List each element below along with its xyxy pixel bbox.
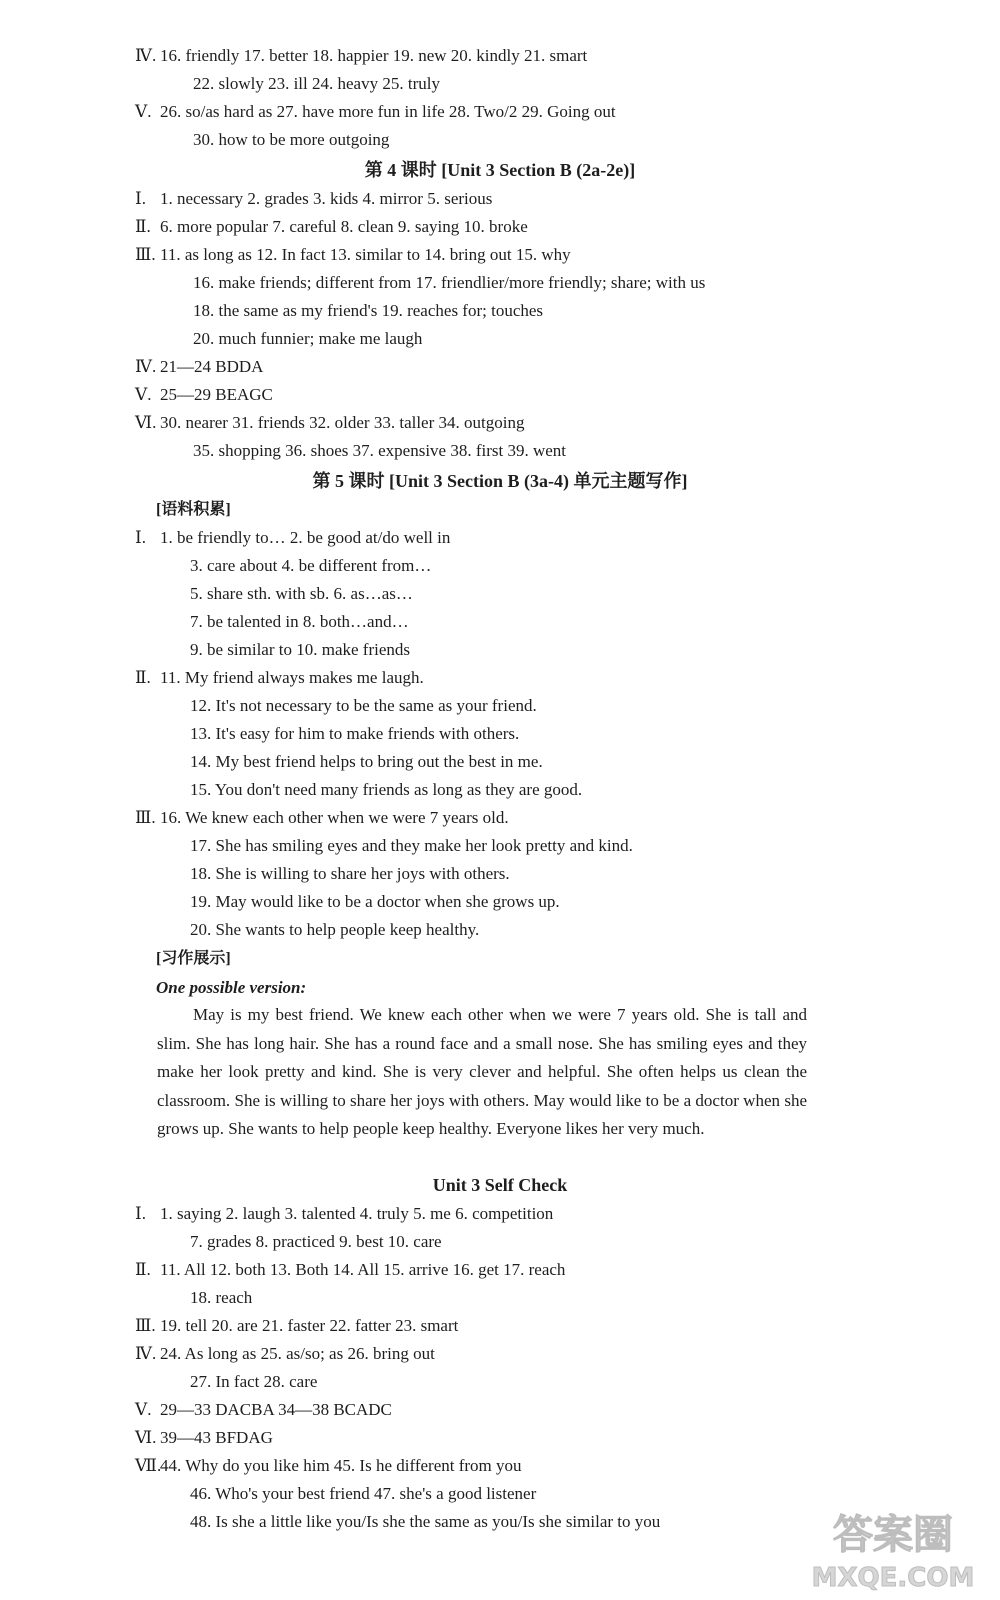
answer-text: 11. as long as 12. In fact 13. similar to 14. bring out 15. why bbox=[160, 245, 571, 264]
answer-line bbox=[190, 1285, 850, 1311]
answer-line bbox=[135, 525, 850, 551]
answer-line bbox=[190, 581, 850, 607]
answer-line bbox=[193, 438, 850, 464]
watermark-text-cn: 答案圈 bbox=[833, 1512, 953, 1558]
roman-numeral: Ⅴ. bbox=[135, 385, 152, 404]
answer-text: 9. be similar to 10. make friends bbox=[190, 640, 411, 659]
answer-line bbox=[135, 665, 850, 691]
answer-text: 13. It's easy for him to make friends with others. bbox=[190, 724, 520, 743]
answer-text: 24. As long as 25. as/so; as 26. bring out bbox=[160, 1344, 435, 1363]
answer-text: 26. so/as hard as 27. have more fun in life 28. Two/2 29. Going out bbox=[160, 102, 616, 121]
version-label: One possible version: bbox=[156, 978, 307, 997]
answer-text: 20. She wants to help people keep healthy. bbox=[190, 920, 480, 939]
roman-numeral: Ⅰ. bbox=[135, 1204, 146, 1223]
roman-numeral: Ⅲ. bbox=[135, 808, 156, 827]
roman-numeral: Ⅲ. bbox=[135, 245, 156, 264]
answer-line bbox=[135, 1313, 850, 1339]
corpus-tag: [语料积累] bbox=[156, 501, 231, 518]
answer-text: 19. May would like to be a doctor when she grows up. bbox=[190, 892, 560, 911]
roman-numeral: Ⅵ. bbox=[135, 1428, 157, 1447]
answer-text: 29—33 DACBA 34—38 BCADC bbox=[160, 1400, 392, 1419]
answer-text: 48. Is she a little like you/Is she the same as you/Is she similar to you bbox=[190, 1512, 661, 1531]
answer-line bbox=[190, 1229, 850, 1255]
writing-tag: [习作展示] bbox=[156, 950, 231, 967]
sample-essay bbox=[157, 1001, 807, 1144]
answer-text: 7. be talented in 8. both…and… bbox=[190, 612, 409, 631]
roman-numeral: Ⅲ. bbox=[135, 1316, 156, 1335]
answer-text: 16. make friends; different from 17. friendlier/more friendly; share; with us bbox=[193, 273, 706, 292]
answer-text: 22. slowly 23. ill 24. heavy 25. truly bbox=[193, 74, 440, 93]
answer-line bbox=[135, 1201, 850, 1227]
answer-text: 18. reach bbox=[190, 1288, 253, 1307]
answer-text: 1. necessary 2. grades 3. kids 4. mirror 5. serious bbox=[160, 189, 493, 208]
answer-line bbox=[193, 326, 850, 352]
answer-text: 35. shopping 36. shoes 37. expensive 38. first 39. went bbox=[193, 441, 567, 460]
answer-line bbox=[135, 186, 850, 212]
answer-text: 19. tell 20. are 21. faster 22. fatter 23. smart bbox=[160, 1316, 459, 1335]
answer-text: 46. Who's your best friend 47. she's a good listener bbox=[190, 1484, 537, 1503]
answer-text: 16. friendly 17. better 18. happier 19. new 20. kindly 21. smart bbox=[160, 46, 588, 65]
answer-text: 5. share sth. with sb. 6. as…as… bbox=[190, 584, 413, 603]
answer-text: 16. We knew each other when we were 7 years old. bbox=[160, 808, 509, 827]
answer-text: 14. My best friend helps to bring out the best in me. bbox=[190, 752, 543, 771]
answer-line bbox=[135, 1453, 850, 1479]
answer-text: 30. how to be more outgoing bbox=[193, 130, 390, 149]
roman-numeral: Ⅱ. bbox=[135, 217, 151, 236]
answer-text: 25—29 BEAGC bbox=[160, 385, 273, 404]
answer-line bbox=[193, 71, 850, 97]
roman-numeral: Ⅱ. bbox=[135, 1260, 151, 1279]
answer-text: 12. It's not necessary to be the same as your friend. bbox=[190, 696, 537, 715]
answer-line bbox=[190, 553, 850, 579]
answer-line bbox=[193, 127, 850, 153]
watermark-logo bbox=[808, 1500, 978, 1595]
essay-text: May is my best friend. We knew each other when we were 7 years old. She is tall and slim. She has long hair. She has a round face and a small nose. She has smiling eyes and they make her look pretty and kind. She is very clever and helpful. She often helps us clean the classroom. She is willing to share her joys with others. May would like to be a doctor when she grows up. She wants to help people keep healthy. Everyone likes her very much. bbox=[157, 1005, 807, 1138]
answer-line bbox=[190, 917, 850, 943]
answer-text: 1. saying 2. laugh 3. talented 4. truly 5. me 6. competition bbox=[160, 1204, 554, 1223]
answer-text: 6. more popular 7. careful 8. clean 9. saying 10. broke bbox=[160, 217, 528, 236]
answer-line bbox=[135, 1341, 850, 1367]
answer-text: 1. be friendly to… 2. be good at/do well in bbox=[160, 528, 451, 547]
answer-line bbox=[190, 637, 850, 663]
answer-line bbox=[135, 214, 850, 240]
roman-numeral: Ⅰ. bbox=[135, 528, 146, 547]
answer-text: 7. grades 8. practiced 9. best 10. care bbox=[190, 1232, 442, 1251]
answer-line bbox=[193, 298, 850, 324]
answer-text: 30. nearer 31. friends 32. older 33. taller 34. outgoing bbox=[160, 413, 525, 432]
answer-line bbox=[193, 270, 850, 296]
self-check-title: Unit 3 Self Check bbox=[432, 1175, 568, 1195]
answer-line bbox=[135, 410, 850, 436]
answer-line bbox=[135, 382, 850, 408]
answer-line bbox=[190, 1481, 850, 1507]
roman-numeral: Ⅳ. bbox=[135, 46, 157, 65]
answer-line bbox=[135, 805, 850, 831]
answer-text: 44. Why do you like him 45. Is he different from you bbox=[160, 1456, 522, 1475]
answer-text: 11. My friend always makes me laugh. bbox=[160, 668, 424, 687]
answer-line bbox=[190, 889, 850, 915]
answer-text: 20. much funnier; make me laugh bbox=[193, 329, 423, 348]
answer-line bbox=[135, 1257, 850, 1283]
roman-numeral: Ⅴ. bbox=[135, 1400, 152, 1419]
roman-numeral: Ⅳ. bbox=[135, 1344, 157, 1363]
answer-text: 3. care about 4. be different from… bbox=[190, 556, 432, 575]
answer-text: 21—24 BDDA bbox=[160, 357, 264, 376]
answer-line bbox=[190, 861, 850, 887]
answer-text: 18. She is willing to share her joys with others. bbox=[190, 864, 510, 883]
roman-numeral: Ⅴ. bbox=[135, 102, 152, 121]
roman-numeral: Ⅰ. bbox=[135, 189, 146, 208]
answer-text: 18. the same as my friend's 19. reaches for; touches bbox=[193, 301, 544, 320]
answer-text: 15. You don't need many friends as long as they are good. bbox=[190, 780, 583, 799]
answer-text: 27. In fact 28. care bbox=[190, 1372, 318, 1391]
answer-line bbox=[190, 609, 850, 635]
lesson-4-title: 第 4 课时 [Unit 3 Section B (2a-2e)] bbox=[364, 160, 636, 180]
answer-line bbox=[135, 1397, 850, 1423]
answer-line bbox=[135, 354, 850, 380]
answer-line bbox=[190, 749, 850, 775]
roman-numeral: Ⅶ. bbox=[135, 1456, 162, 1475]
answer-text: 11. All 12. both 13. Both 14. All 15. arrive 16. get 17. reach bbox=[160, 1260, 566, 1279]
answer-line bbox=[190, 777, 850, 803]
answer-line bbox=[190, 833, 850, 859]
answer-line bbox=[190, 721, 850, 747]
answer-line bbox=[190, 1509, 850, 1535]
answer-line bbox=[135, 43, 850, 69]
roman-numeral: Ⅳ. bbox=[135, 357, 157, 376]
answer-text: 17. She has smiling eyes and they make her look pretty and kind. bbox=[190, 836, 633, 855]
answer-line bbox=[190, 693, 850, 719]
answer-text: 39—43 BFDAG bbox=[160, 1428, 273, 1447]
answer-line bbox=[190, 1369, 850, 1395]
answer-line bbox=[135, 1425, 850, 1451]
watermark-text-en: MXQE.COM bbox=[811, 1563, 975, 1593]
answer-line bbox=[135, 99, 850, 125]
lesson-5-title: 第 5 课时 [Unit 3 Section B (3a-4) 单元主题写作] bbox=[312, 471, 688, 491]
roman-numeral: Ⅱ. bbox=[135, 668, 151, 687]
answer-line bbox=[135, 242, 850, 268]
roman-numeral: Ⅵ. bbox=[135, 413, 157, 432]
